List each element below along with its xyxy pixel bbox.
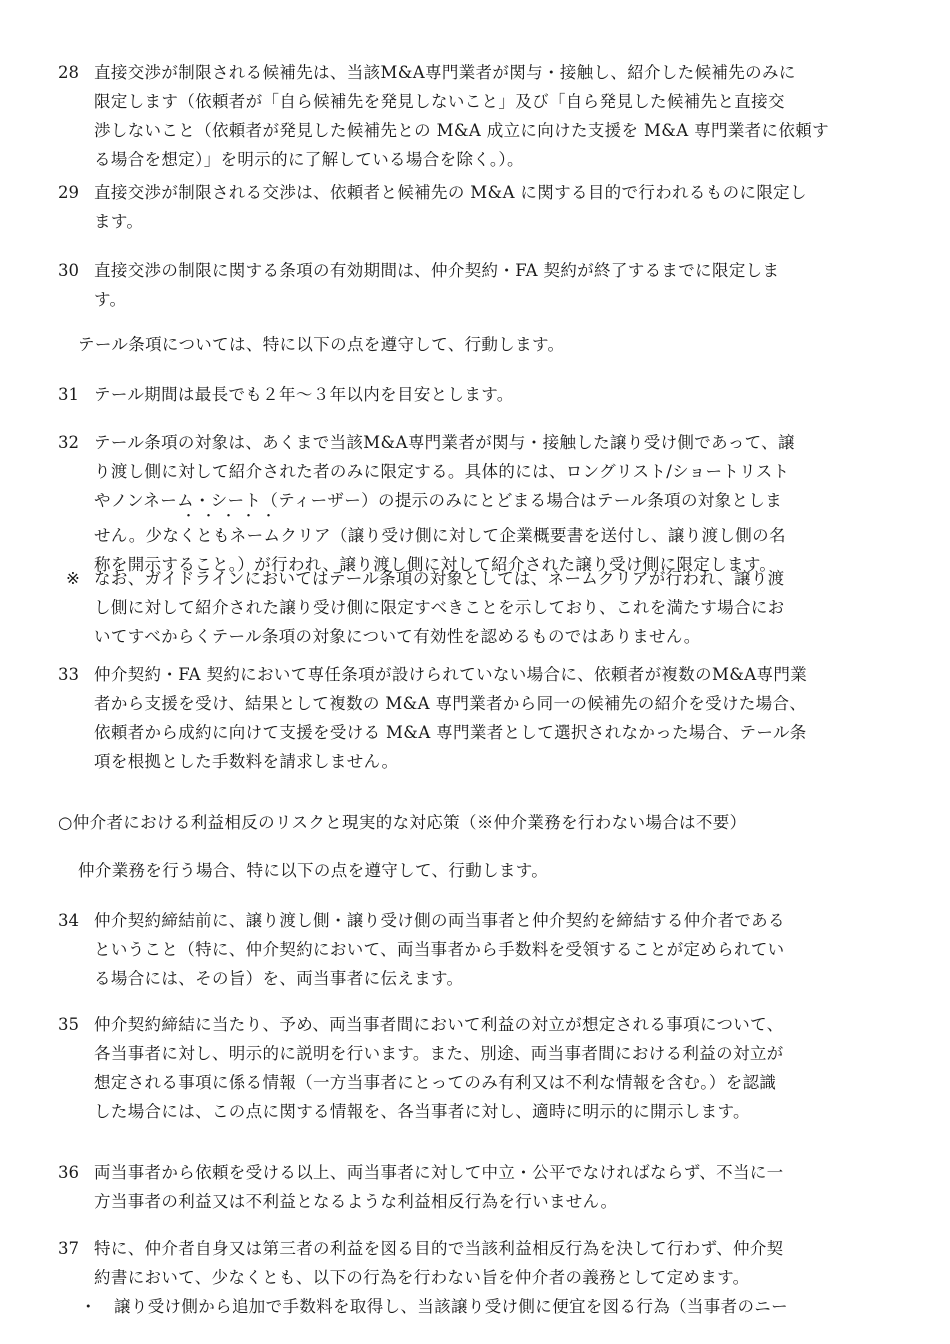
clause-line: 依頼者から成約に向けて支援を受ける M&A 専門業者として選択されなかった場合、テール条	[94, 723, 807, 742]
clause-text	[94, 256, 779, 314]
clause-line: 各当事者に対し、明示的に説明を行います。また、別途、両当事者間における利益の対立が	[94, 1044, 784, 1063]
clause-text	[94, 428, 795, 579]
bullet-mark: ・	[80, 1297, 97, 1316]
clause-number: 33	[58, 665, 79, 684]
note-mark: ※	[66, 569, 80, 588]
clause-line: テール期間は最長でも２年～３年以内を目安とします。	[94, 385, 514, 404]
clause-number: 35	[58, 1015, 79, 1034]
clause-text	[94, 906, 785, 993]
clause-line: した場合には、この点に関する情報を、各当事者に対し、適時に明示的に開示します。	[94, 1102, 750, 1121]
clause-line: 直接交渉の制限に関する条項の有効期間は、仲介契約・FA 契約が終了するまでに限定しま	[94, 261, 780, 280]
clause-number: 30	[58, 261, 79, 280]
clause-line: 仲介契約締結前に、譲り渡し側・譲り受け側の両当事者と仲介契約を締結する仲介者である	[94, 911, 785, 930]
clause-text	[94, 58, 829, 174]
emphasis-dots: ・・・・・	[182, 509, 283, 524]
clause-line: 項を根拠とした手数料を請求しません。	[94, 752, 399, 771]
note-line: し側に対して紹介された譲り受け側に限定すべきことを示しており、これを満たす場合にお	[94, 598, 785, 617]
clause-line: 想定される事項に係る情報（一方当事者にとってのみ有利又は不利な情報を含む。）を認識	[94, 1073, 777, 1092]
clause-number: 29	[58, 183, 79, 202]
clause-line: 両当事者から依頼を受ける以上、両当事者に対して中立・公平でなければならず、不当に一	[94, 1163, 784, 1182]
clause-line: ます。	[94, 212, 144, 231]
clause-line: す。	[94, 290, 127, 309]
clause-line: ということ（特に、仲介契約において、両当事者から手数料を受領することが定められてい	[94, 940, 785, 959]
clause-number: 37	[58, 1239, 79, 1258]
clause-line: る場合を想定）」を明示的に了解している場合を除く。）。	[94, 150, 524, 169]
clause-line: せん。少なくともネームクリア（譲り受け側に対して企業概要書を送付し、譲り渡し側の名	[94, 526, 786, 545]
clause-text	[94, 178, 807, 236]
bullet-text: 譲り受け側から追加で手数料を取得し、当該譲り受け側に便宜を図る行為（当事者のニー	[114, 1297, 788, 1316]
clause-line: 特に、仲介者自身又は第三者の利益を図る目的で当該利益相反行為を決して行わず、仲介契	[94, 1239, 784, 1258]
note-line: なお、ガイドラインにおいてはテール条項の対象としては、ネームクリアが行われ、譲り渡	[94, 569, 785, 588]
clause-line: 限定します（依頼者が「自ら候補先を発見しないこと」及び「自ら発見した候補先と直接交	[94, 92, 785, 111]
clause-text	[94, 1158, 784, 1216]
clause-text	[94, 1234, 784, 1292]
clause-number: 31	[58, 385, 79, 404]
clause-line: 方当事者の利益又は不利益となるような利益相反行為を行いません。	[94, 1192, 618, 1211]
clause-line: 仲介契約・FA 契約において専任条項が設けられていない場合に、依頼者が複数のM&A専門業	[94, 665, 808, 684]
clause-line: 者から支援を受け、結果として複数の M&A 専門業者から同一の候補先の紹介を受けた場合、	[94, 694, 807, 713]
clause-line: 称を開示すること。）が行われ、譲り渡し側に対して紹介された譲り受け側に限定します。	[94, 555, 777, 574]
clause-text	[94, 1010, 784, 1126]
broker-intro: 仲介業務を行う場合、特に以下の点を遵守して、行動します。	[78, 861, 549, 880]
clause-line: 渉しないこと（依頼者が発見した候補先との M&A 成立に向けた支援を M&A 専門業者に依頼す	[94, 121, 829, 140]
clause-number: 32	[58, 433, 79, 452]
note-line: いてすべからくテール条項の対象について有効性を認めるものではありません。	[94, 627, 701, 646]
clause-line: り渡し側に対して紹介された者のみに限定する。具体的には、ロングリスト/ショートリスト	[94, 462, 790, 481]
clause-line: る場合には、その旨）を、両当事者に伝えます。	[94, 969, 464, 988]
clause-text	[94, 380, 514, 409]
clause-line: 約書において、少なくとも、以下の行為を行わない旨を仲介者の義務として定めます。	[94, 1268, 750, 1287]
clause-line: 直接交渉が制限される候補先は、当該M&A専門業者が関与・接触し、紹介した候補先のみに	[94, 63, 796, 82]
note-text	[94, 564, 785, 651]
clause-text	[94, 660, 807, 776]
clause-line: 直接交渉が制限される交渉は、依頼者と候補先の M&A に関する目的で行われるものに限定し	[94, 183, 807, 202]
section-heading: ○仲介者における利益相反のリスクと現実的な対応策（※仲介業務を行わない場合は不要）	[58, 813, 747, 832]
clause-line: テール条項の対象は、あくまで当該M&A専門業者が関与・接触した譲り受け側であって、譲	[94, 433, 795, 452]
tail-clause-intro: テール条項については、特に以下の点を遵守して、行動します。	[78, 335, 565, 354]
clause-number: 28	[58, 63, 79, 82]
clause-line: やノンネーム・シート（ティーザー）の提示のみにとどまる場合はテール条項の対象としま	[94, 491, 783, 510]
clause-line: 仲介契約締結に当たり、予め、両当事者間において利益の対立が想定される事項について、	[94, 1015, 784, 1034]
clause-number: 34	[58, 911, 79, 930]
clause-number: 36	[58, 1163, 79, 1182]
